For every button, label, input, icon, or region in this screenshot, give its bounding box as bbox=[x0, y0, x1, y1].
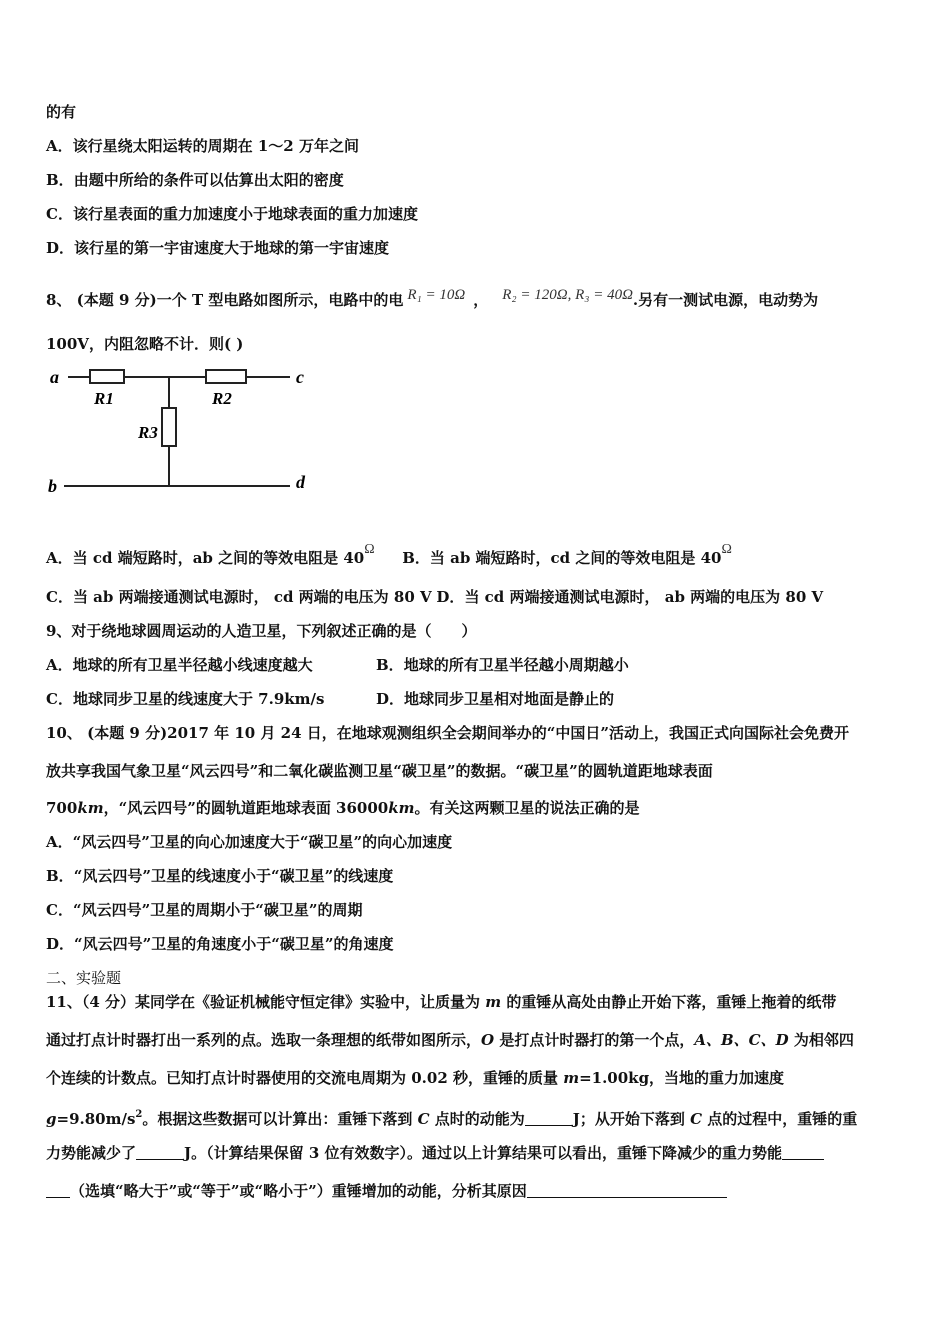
t-circuit-diagram bbox=[40, 360, 330, 500]
q9-options-ab: A．地球的所有卫星半径越小线速度越大 B．地球的所有卫星半径越小周期越小 bbox=[46, 656, 629, 674]
answer-blank-potential-energy[interactable] bbox=[136, 1145, 184, 1160]
section-heading-experiment: 二、实验题 bbox=[46, 969, 122, 987]
q7-option-d: D．该行星的第一宇宙速度大于地球的第一宇宙速度 bbox=[46, 239, 390, 257]
q7-option-a: A．该行星绕太阳运转的周期在 1～2 万年之间 bbox=[46, 137, 359, 155]
resistor-r1 bbox=[90, 370, 124, 383]
resistor-r3 bbox=[162, 408, 176, 446]
q11-line5: 力势能减少了 J。（计算结果保留 3 位有效数字）。通过以上计算结果可以看出，重锤下降减少的重力势能 bbox=[46, 1143, 824, 1163]
r3-label: R3 bbox=[138, 423, 158, 442]
q7-option-b: B．由题中所给的条件可以估算出太阳的密度 bbox=[46, 171, 344, 189]
q10-stem-line1: 10、 (本题 9 分)2017 年 10 月 24 日，在地球观测组织全会期间举办的“中国日”活动上，我国正式向国际社会免费开 bbox=[46, 724, 850, 742]
q11-line6: （选填“略大于”或“等于”或“略小于”）重锤增加的动能，分析其原因 bbox=[46, 1181, 727, 1201]
q10-stem-line3: 700km，“风云四号”的圆轨道距地球表面 36000km。有关这两颗卫星的说法正确的是 bbox=[46, 799, 640, 817]
q8-options-cd: C．当 ab 两端接通测试电源时， cd 两端的电压为 80 V D．当 cd 两端接通测试电源时， ab 两端的电压为 80 V bbox=[46, 588, 824, 606]
q10-option-b: B．“风云四号”卫星的线速度小于“碳卫星”的线速度 bbox=[46, 867, 394, 885]
q11-line4: $g=9.80m/s^2$。根据这些数据可以计算出：重锤下落到 C 点时的动能为 J；从开始下落到 C 点的过程中，重锤的重 bbox=[46, 1109, 858, 1128]
q9-options-cd: C．地球同步卫星的线速度大于 7.9km/s D．地球同步卫星相对地面是静止的 bbox=[46, 690, 615, 708]
q10-option-c: C．“风云四号”卫星的周期小于“碳卫星”的周期 bbox=[46, 901, 363, 919]
q7-stem-tail: 的有 bbox=[46, 103, 77, 121]
r2-label: R2 bbox=[212, 389, 232, 408]
r23-formula: R₂ = 120Ω, R₃ = 40Ω bbox=[502, 287, 633, 303]
q11-line1: 11、（4 分）某同学在《验证机械能守恒定律》实验中，让质量为 m 的重锤从高处由静止开始下落，重锤上拖着的纸带 bbox=[46, 993, 837, 1011]
q8-stem-line1: 8、 (本题 9 分)一个 T 型电路如图所示，电路中的电 R₁ = 10Ω ， R₂ = 120Ω, R₃ = 40Ω.另有一测试电源，电动势为 bbox=[46, 287, 819, 309]
q8-options-ab: A．当 cd 端短路时，ab 之间的等效电阻是 40Ω B．当 ab 端短路时，cd 之间的等效电阻是 40Ω bbox=[46, 542, 732, 567]
q10-stem-line2: 放共享我国气象卫星“风云四号”和二氧化碳监测卫星“碳卫星”的数据。“碳卫星”的圆轨道距地球表面 bbox=[46, 762, 713, 780]
q8-stem-line2: 100V，内阻忽略不计．则( ) bbox=[46, 335, 244, 353]
answer-blank-comparison-end[interactable] bbox=[46, 1183, 70, 1198]
q10-option-a: A．“风云四号”卫星的向心加速度大于“碳卫星”的向心加速度 bbox=[46, 833, 453, 851]
r1-label: R1 bbox=[94, 389, 114, 408]
node-d-label: d bbox=[296, 472, 305, 492]
q11-line3: 个连续的计数点。已知打点计时器使用的交流电周期为 0.02 秒，重锤的质量 m=1.00kg，当地的重力加速度 bbox=[46, 1069, 785, 1087]
node-c-label: c bbox=[296, 367, 304, 387]
answer-blank-reason[interactable] bbox=[527, 1183, 727, 1198]
answer-blank-kinetic-energy[interactable] bbox=[525, 1111, 573, 1126]
q9-stem: 9、对于绕地球圆周运动的人造卫星，下列叙述正确的是（ ） bbox=[46, 622, 477, 640]
answer-blank-comparison-start[interactable] bbox=[782, 1145, 824, 1160]
r1-formula: R₁ = 10Ω bbox=[407, 287, 466, 303]
node-a-label: a bbox=[50, 367, 59, 387]
node-b-label: b bbox=[48, 476, 57, 496]
q7-option-c: C．该行星表面的重力加速度小于地球表面的重力加速度 bbox=[46, 205, 418, 223]
q10-option-d: D．“风云四号”卫星的角速度小于“碳卫星”的角速度 bbox=[46, 935, 394, 953]
resistor-r2 bbox=[206, 370, 246, 383]
q11-line2: 通过打点计时器打出一系列的点。选取一条理想的纸带如图所示，O 是打点计时器打的第一个点，A、B、C、D 为相邻四 bbox=[46, 1031, 854, 1049]
